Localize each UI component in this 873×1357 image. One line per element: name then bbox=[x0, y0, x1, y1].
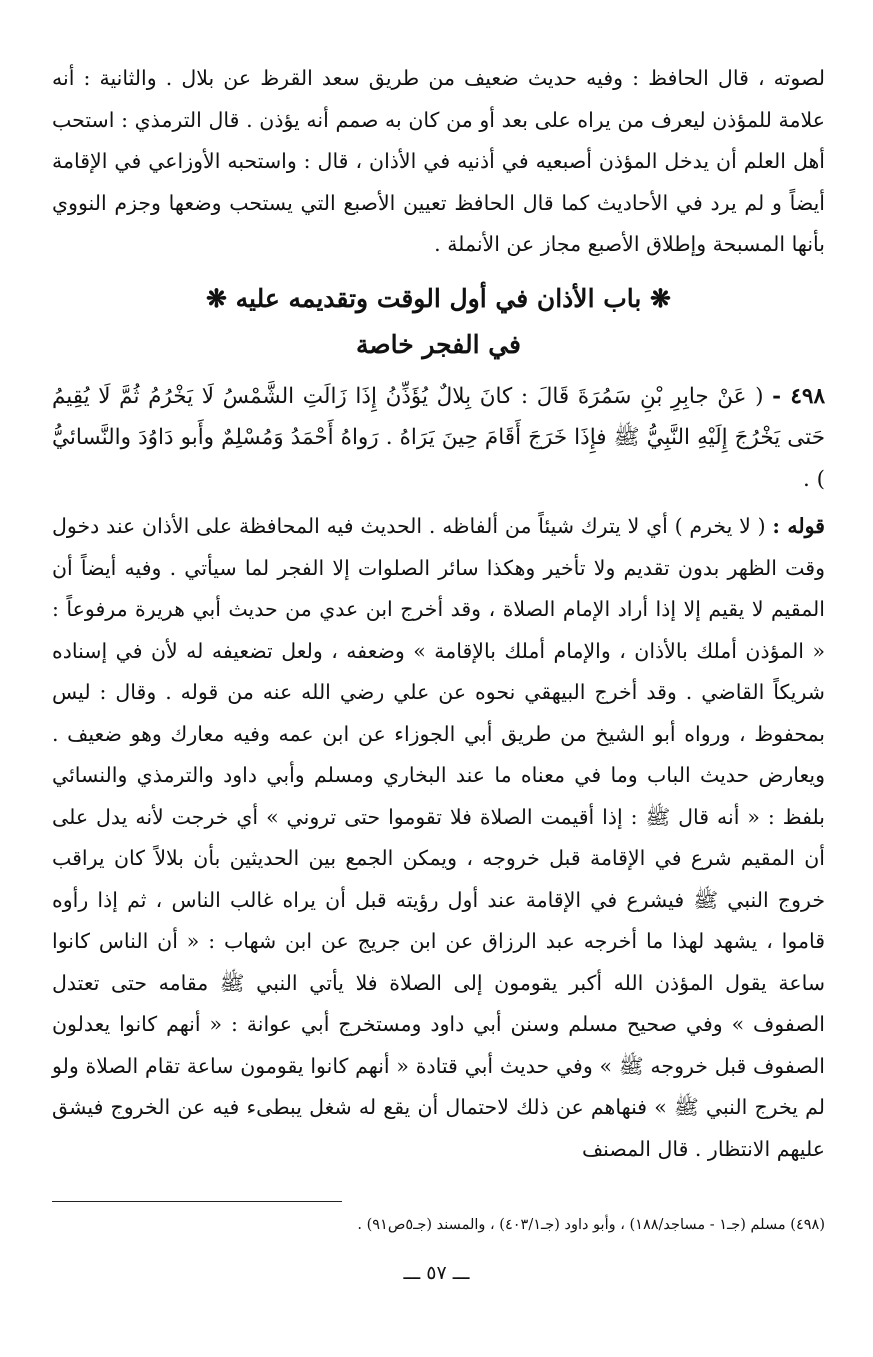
hadith-number: ٤٩٨ - bbox=[772, 383, 825, 409]
hadith-paragraph bbox=[52, 376, 825, 501]
commentary-lead: قوله : bbox=[772, 514, 825, 538]
commentary-text: ( لا يخرم ) أي لا يترك شيئاً من ألفاظه . الحديث فيه المحافظة على الأذان عند دخول وقت الظهر بدون تقديم ولا تأخير وهكذا سائر الصلوات إلا الفجر لما سيأتي . وفيه أيضاً أن المقيم لا يقيم إلا إذا أراد الإمام الصلاة ، وقد أخرج ابن عدي من حديث أبي هريرة مرفوعاً : « المؤذن أملك بالأذان ، والإمام أملك بالإقامة » وضعفه ، ولعل تضعيفه له لأن في إسناده شريكاً القاضي . وقد أخرج البيهقي نحوه عن علي رضي الله عنه من قوله . وقال : ليس بمحفوظ ، ورواه أبو الشيخ من طريق أبي الجوزاء عن ابن عمه وفيه معارك وهو ضعيف . ويعارض حديث الباب وما في معناه ما عند البخاري ومسلم وأبي داود والترمذي والنسائي بلفظ : « أنه قال ﷺ : إذا أقيمت الصلاة فلا تقوموا حتى تروني » أي خرجت لأنه يدل على أن المقيم شرع في الإقامة قبل خروجه ، ويمكن الجمع بين الحديثين بأن بلالاً كان يراقب خروج النبي ﷺ فيشرع في الإقامة عند أول رؤيته قبل أن يراه غالب الناس ، ثم إذا رأوه قاموا ، يشهد لهذا ما أخرجه عبد الرزاق عن ابن جريج عن ابن شهاب : « أن الناس كانوا ساعة يقول المؤذن الله أكبر يقومون إلى الصلاة فلا يأتي النبي ﷺ مقامه حتى تعتدل الصفوف » وفي صحيح مسلم وسنن أبي داود ومستخرج أبي عوانة : « أنهم كانوا يعدلون الصفوف قبل خروجه ﷺ » وفي حديث أبي قتادة « أنهم كانوا يقومون ساعة تقام الصلاة ولو لم يخرج النبي ﷺ » فنهاهم عن ذلك لاحتمال أن يقع له شغل يبطىء فيه عن الخروج فيشق عليهم الانتظار . قال المصنف bbox=[52, 514, 825, 1161]
commentary-paragraph bbox=[52, 506, 825, 1170]
page-number: ـــ ٥٧ ـــ bbox=[403, 1262, 470, 1284]
footnote: (٤٩٨) مسلم (جـ١ - مساجد/١٨٨) ، وأبو داود (جـ٤٠٣/١) ، والمسند (جـ٥ص٩١) . bbox=[357, 1217, 825, 1233]
footnote-divider bbox=[52, 1201, 342, 1202]
hadith-text: ( عَنْ جابِرِ بْنِ سَمُرَةَ قَالَ : كانَ بِلالٌ يُؤَذِّنُ إِذَا زَالَتِ الشَّمْسُ لَا يَخْرُمُ ثُمَّ لَا يُقِيمُ حَتى يَخْرُجَ إِلَيْهِ النَّبِيُّ ﷺ فإِذَا خَرَجَ أَقَامَ حِينَ يَرَاهُ . رَواهُ أَحْمَدُ وَمُسْلِمٌ وأَبو دَاوُدَ والنَّسائيُّ ) . bbox=[52, 383, 825, 492]
intro-paragraph: لصوته ، قال الحافظ : وفيه حديث ضعيف من طريق سعد القرظ عن بلال . والثانية : أنه علامة للمؤذن ليعرف من يراه على بعد أو من كان به صمم أنه يؤذن . قال الترمذي : استحب أهل العلم أن يدخل المؤذن أصبعيه في أذنيه في الأذان ، قال : واستحبه الأوزاعي في الإقامة أيضاً و لم يرد في الأحاديث كما قال الحافظ تعيين الأصبع التي يستحب وضعها وجزم النووي بأنها المسبحة وإطلاق الأصبع مجاز عن الأنملة . bbox=[52, 66, 825, 256]
chapter-heading: ❋ باب الأذان في أول الوقت وتقديمه عليه ❋ bbox=[206, 283, 671, 313]
chapter-subheading: في الفجر خاصة bbox=[355, 329, 522, 359]
